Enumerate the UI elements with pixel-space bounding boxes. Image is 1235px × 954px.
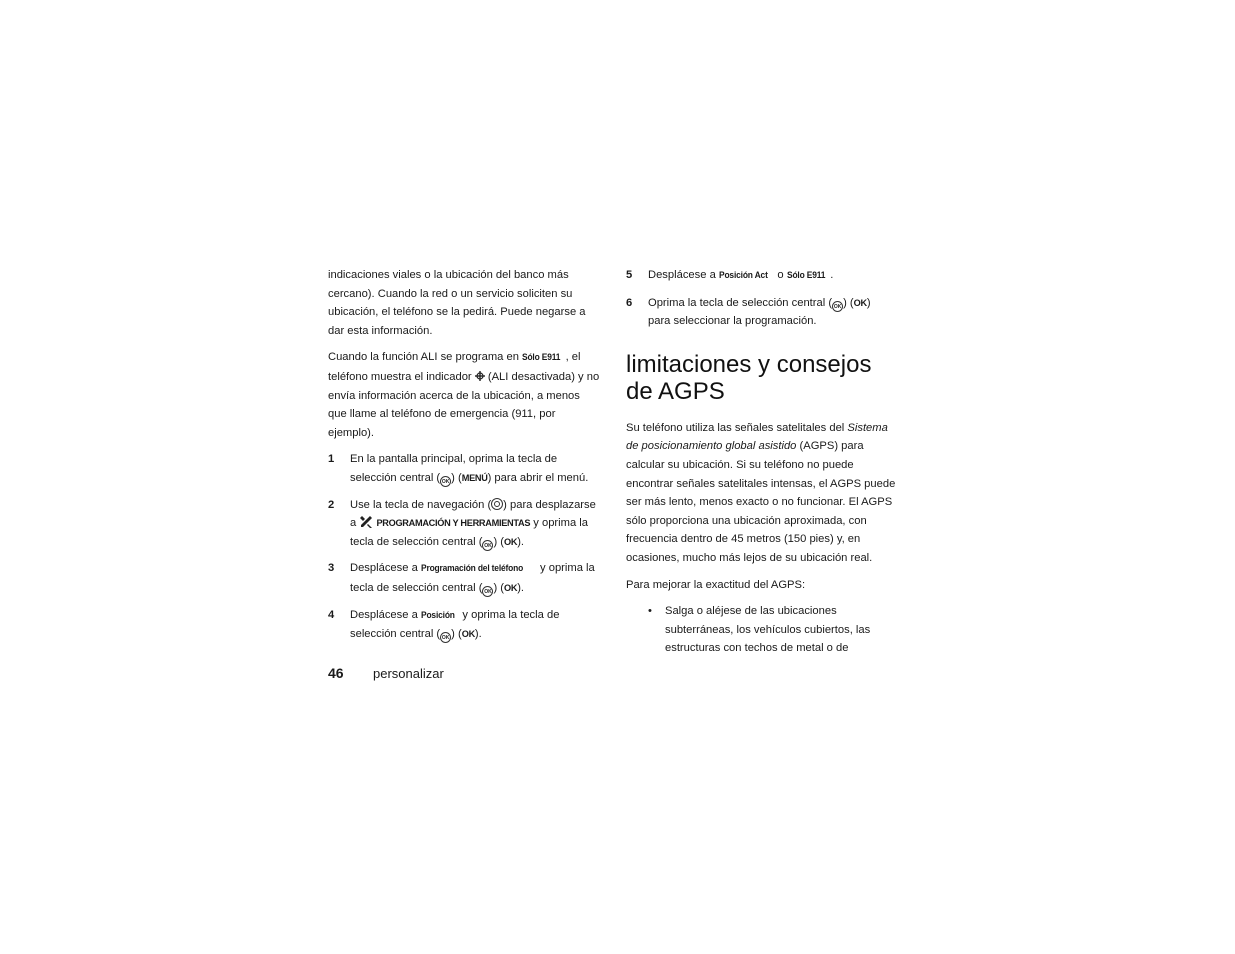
text-run: ).: [474, 628, 482, 641]
text-run: ) para desplazarse a: [350, 498, 596, 530]
nav-key-icon: [491, 498, 503, 510]
key-label-ok: OK: [504, 582, 518, 593]
text-run: .: [830, 269, 834, 281]
text-run: , el teléfono muestra el indicador: [328, 351, 581, 383]
step-5: [626, 266, 896, 286]
text-run: ) (: [451, 628, 462, 641]
ali-paragraph: [328, 348, 600, 442]
intro-paragraph: indicaciones viales o la ubicación del banco más cercano). Cuando la red o un servicio soliciten su ubicación, el teléfono se la pedirá. Puede negarse a dar esta información.: [328, 269, 586, 337]
section-heading: limitaciones y consejos de AGPS: [626, 350, 872, 405]
key-label-ok: OK: [461, 629, 475, 640]
step-4: [328, 606, 600, 644]
ok-key-icon: OK: [482, 540, 493, 551]
emphasis-term: Sistema de posicionamiento global asistido: [626, 421, 888, 453]
menu-term-programacion: PROGRAMACIÓN Y HERRAMIENTAS: [376, 518, 531, 529]
text-run: ) (: [493, 581, 505, 594]
step-1: [328, 450, 600, 487]
page-number: 46: [328, 665, 344, 681]
menu-term-posicion: Posición: [420, 609, 455, 621]
right-column: [626, 266, 896, 658]
menu-term-solo-e911: Sólo E911: [522, 352, 561, 364]
step-6: [626, 294, 896, 331]
text-run: o: [774, 269, 787, 281]
step-number: 1: [328, 453, 335, 466]
bullet-text: Salga o aléjese de las ubicaciones subterráneas, los vehículos cubiertos, las estructuras con techos de metal o de: [665, 605, 871, 655]
left-column: [328, 266, 600, 652]
text-run: y oprima la tecla de selección central (: [350, 608, 560, 641]
text-run: Desplácese a: [350, 562, 421, 575]
text-run: Oprima la tecla de selección central (: [648, 296, 833, 309]
step-number: 2: [328, 498, 335, 511]
bullet-item: [626, 602, 896, 658]
ali-off-icon: [475, 371, 485, 381]
step-number: 3: [328, 562, 335, 575]
section-name: personalizar: [373, 666, 444, 681]
text-run: En la pantalla principal, oprima la tecla de selección central (: [350, 453, 558, 484]
page-footer: [328, 665, 444, 681]
text-run: y oprima la tecla de selección central (: [350, 517, 588, 548]
ok-key-icon: OK: [440, 476, 451, 487]
text-run: Desplácese a: [350, 608, 421, 621]
tools-icon: [359, 515, 373, 529]
step-2: [328, 496, 600, 552]
key-label-ok: OK: [853, 297, 867, 308]
step-number: 4: [328, 608, 335, 621]
text-run: ) para seleccionar la programación.: [648, 296, 871, 328]
text-run: ) (: [493, 535, 505, 548]
menu-term-programacion-telefono: Programación del teléfono: [420, 563, 523, 575]
bullet-dot: •: [648, 605, 652, 618]
ok-key-icon: OK: [482, 586, 493, 597]
step-3: [328, 559, 600, 597]
text-run: ) (: [843, 296, 854, 309]
text-run: (ALI desactivada) y no envía información acerca de la ubicación, a menos que llame al teléfono de emergencia (911, por ejemplo).: [328, 370, 600, 439]
agps-paragraph: [626, 419, 896, 568]
text-run: (AGPS) para calcular su ubicación. Si su teléfono no puede encontrar señales satelitales intensas, el AGPS puede ser más lento, menos exacto o no funcionar. El AGPS sólo proporciona una ubicación aproximada, con frecuencia dentro de 45 metros (150 pies) y, en ocasiones, mucho más lejos de su ubicación real.: [626, 440, 896, 564]
key-label-menu: MENÚ: [461, 472, 488, 483]
improve-intro: Para mejorar la exactitud del AGPS:: [626, 578, 806, 591]
text-run: Desplácese a: [648, 269, 719, 281]
text-run: Cuando la función ALI se programa en: [328, 351, 523, 364]
ok-key-icon: OK: [832, 301, 843, 312]
menu-term-solo-e911: Sólo E911: [786, 270, 826, 281]
text-run: ) para abrir el menú.: [487, 471, 589, 484]
text-run: Su teléfono utiliza las señales satelitales del: [626, 421, 848, 434]
text-run: ) (: [451, 471, 462, 484]
menu-term-posicion-act: Posición Act: [718, 270, 768, 281]
ok-key-icon: OK: [440, 632, 451, 643]
text-run: ).: [517, 581, 525, 594]
text-run: ).: [517, 535, 525, 548]
step-number: 5: [626, 269, 633, 281]
step-number: 6: [626, 296, 633, 309]
text-run: Use la tecla de navegación (: [350, 498, 492, 511]
text-run: y oprima la tecla de selección central (: [350, 562, 595, 594]
key-label-ok: OK: [504, 536, 518, 547]
